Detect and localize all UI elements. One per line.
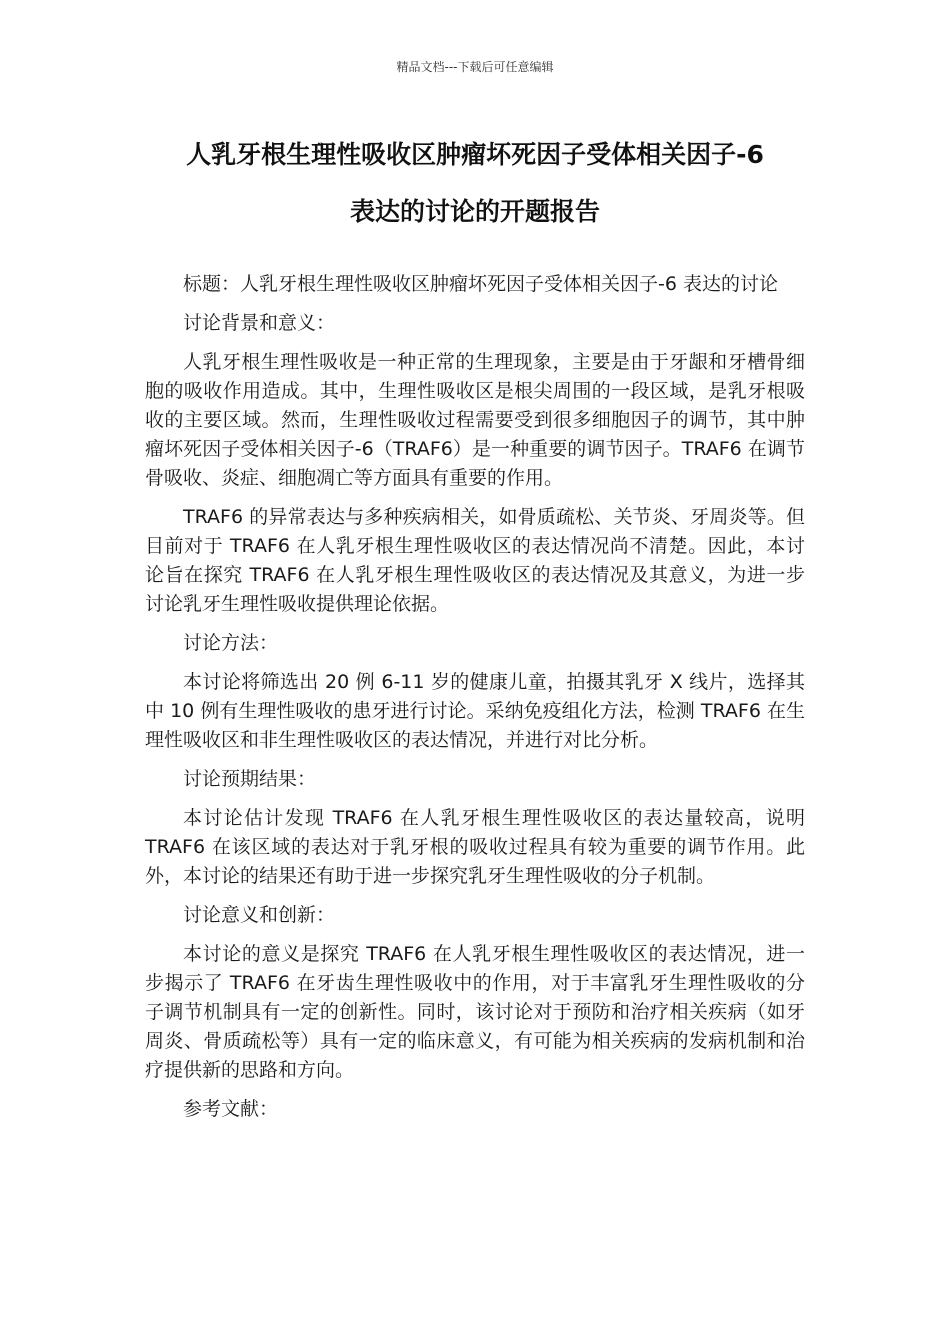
background-paragraph-1: 人乳牙根生理性吸收是一种正常的生理现象，主要是由于牙龈和牙槽骨细胞的吸收作用造成。其中，生理性吸收区是根尖周围的一段区域，是乳牙根吸收的主要区域。然而，生理性吸收过程需要受到很多细胞因子的调节，其中肿瘤坏死因子受体相关因子-6（TRAF6）是一种重要的调节因子。TRAF6 在调节骨吸收、炎症、细胞凋亡等方面具有重要的作用。 bbox=[145, 351, 805, 489]
document-title-line-1: 人乳牙根生理性吸收区肿瘤坏死因子受体相关因子-6 bbox=[186, 140, 764, 169]
expected-results-paragraph: 本讨论估计发现 TRAF6 在人乳牙根生理性吸收区的表达量较高，说明 TRAF6 在该区域的表达对于乳牙根的吸收过程具有较为重要的调节作用。此外，本讨论的结果还有助于进一步探究乳牙生理性吸收的分子机制。 bbox=[145, 807, 805, 887]
background-heading: 讨论背景和意义： bbox=[183, 312, 336, 334]
method-paragraph: 本讨论将筛选出 20 例 6-11 岁的健康儿童，拍摄其乳牙 X 线片，选择其中 10 例有生理性吸收的患牙进行讨论。采纳免疫组化方法，检测 TRAF6 在生理性吸收区和非生理性吸收区的表达情况，并进行对比分析。 bbox=[145, 671, 805, 751]
document-body bbox=[145, 270, 805, 1134]
page-header-note: 精品文档---下载后可任意编辑 bbox=[396, 60, 554, 74]
background-paragraph-2: TRAF6 的异常表达与多种疾病相关，如骨质疏松、关节炎、牙周炎等。但目前对于 TRAF6 在人乳牙根生理性吸收区的表达情况尚不清楚。因此，本讨论旨在探究 TRAF6 在人乳牙根生理性吸收区的表达情况及其意义，为进一步讨论乳牙生理性吸收提供理论依据。 bbox=[145, 506, 805, 615]
expected-results-heading: 讨论预期结果： bbox=[183, 768, 317, 790]
significance-paragraph: 本讨论的意义是探究 TRAF6 在人乳牙根生理性吸收区的表达情况，进一步揭示了 TRAF6 在牙齿生理性吸收中的作用，对于丰富乳牙生理性吸收的分子调节机制具有一定的创新性。同时，该讨论对于预防和治疗相关疾病（如牙周炎、骨质疏松等）具有一定的临床意义，有可能为相关疾病的发病机制和治疗提供新的思路和方向。 bbox=[145, 943, 805, 1081]
references-heading: 参考文献： bbox=[183, 1098, 279, 1120]
method-heading: 讨论方法： bbox=[183, 632, 279, 654]
significance-heading: 讨论意义和创新： bbox=[183, 904, 336, 926]
document-title-line-2: 表达的讨论的开题报告 bbox=[349, 197, 600, 226]
subject-paragraph: 标题：人乳牙根生理性吸收区肿瘤坏死因子受体相关因子-6 表达的讨论 bbox=[183, 273, 778, 295]
